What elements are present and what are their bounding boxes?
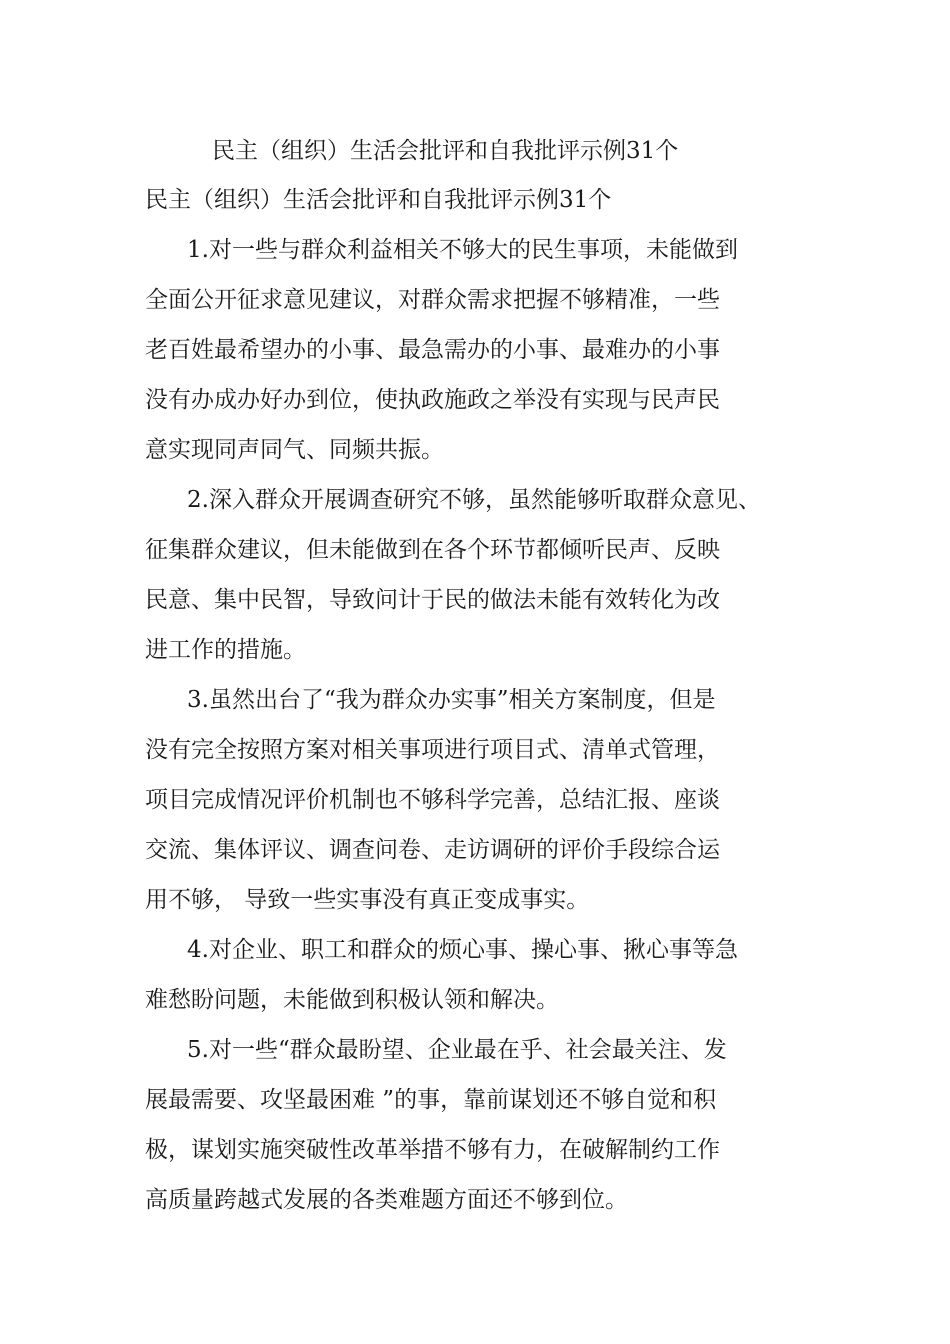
- item-4-line-1: 4.对企业、职工和群众的烦心事、操心事、揪心事等急: [187, 937, 738, 963]
- item-3-line-4: 交流、集体评议、调查问卷、走访调研的评价手段综合运: [145, 837, 720, 863]
- item-1-line-1: 1.对一些与群众利益相关不够大的民生事项，未能做到: [187, 237, 738, 263]
- item-5-line-3: 极，谋划实施突破性改革举措不够有力，在破解制约工作: [145, 1137, 720, 1163]
- item-5-line-2: 展最需要、攻坚最困难 ”的事，靠前谋划还不够自觉和积: [145, 1087, 717, 1113]
- item-1-line-3: 老百姓最希望办的小事、最急需办的小事、最难办的小事: [145, 337, 720, 363]
- item-1-line-5: 意实现同声同气、同频共振。: [145, 437, 444, 463]
- item-2-line-4: 进工作的措施。: [145, 637, 306, 663]
- item-1-line-4: 没有办成办好办到位，使执政施政之举没有实现与民声民: [145, 387, 720, 413]
- item-3-line-5: 用不够， 导致一些实事没有真正变成事实。: [145, 887, 590, 913]
- document-subtitle: 民主（组织）生活会批评和自我批评示例31个: [145, 187, 612, 213]
- item-2-line-1: 2.深入群众开展调查研究不够，虽然能够听取群众意见、: [187, 487, 761, 513]
- item-3-line-1: 3.虽然出台了“我为群众办实事”相关方案制度，但是: [187, 687, 716, 713]
- item-3-line-3: 项目完成情况评价机制也不够科学完善，总结汇报、座谈: [145, 787, 720, 813]
- item-3-line-2: 没有完全按照方案对相关事项进行项目式、清单式管理，: [145, 737, 720, 763]
- item-2-line-2: 征集群众建议，但未能做到在各个环节都倾听民声、反映: [145, 537, 720, 563]
- item-5-line-1: 5.对一些“群众最盼望、企业最在乎、社会最关注、发: [187, 1037, 727, 1063]
- item-1-line-2: 全面公开征求意见建议，对群众需求把握不够精准，一些: [145, 287, 720, 313]
- item-2-line-3: 民意、集中民智，导致问计于民的做法未能有效转化为改: [145, 587, 720, 613]
- item-5-line-4: 高质量跨越式发展的各类难题方面还不够到位。: [145, 1187, 628, 1213]
- item-4-line-2: 难愁盼问题，未能做到积极认领和解决。: [145, 987, 559, 1013]
- document-title: 民主（组织）生活会批评和自我批评示例31个: [212, 138, 679, 164]
